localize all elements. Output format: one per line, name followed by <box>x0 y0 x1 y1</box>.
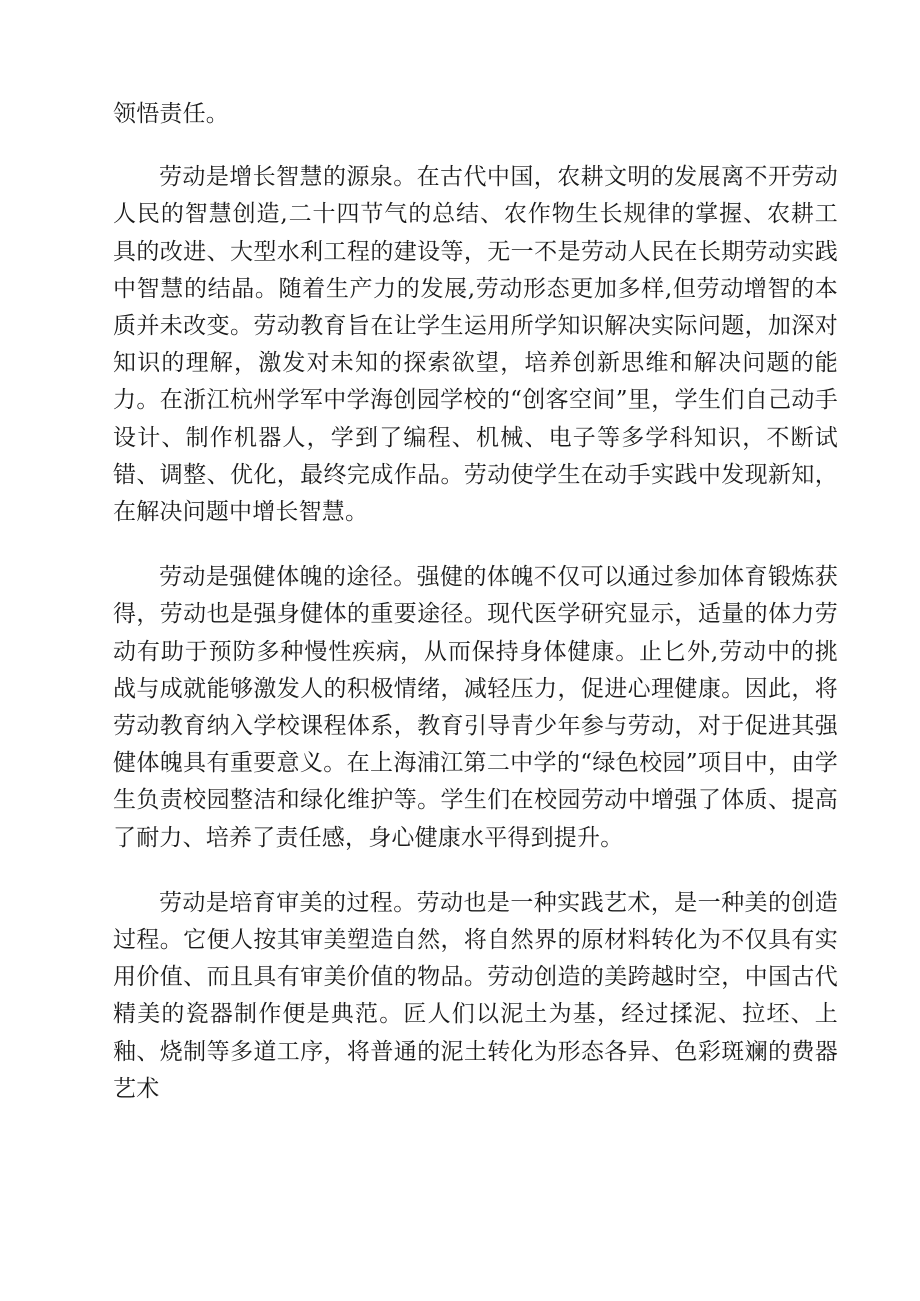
paragraph-wisdom: 劳动是增长智慧的源泉。在古代中国，农耕文明的发展离不开劳动人民的智慧创造,二十四节气的总结、农作物生长规律的掌握、农耕工具的改进、大型水利工程的建设等，无一不是劳动人民在长期劳动实践中智慧的结晶。随着生产力的发展,劳动形态更加多样,但劳动增智的本质并未改变。劳动教育旨在让学生运用所学知识解决实际问题，加深对知识的理解，激发对未知的探索欲望，培养创新思维和解决问题的能力。在浙江杭州学军中学海创园学校的“创客空间”里，学生们自己动手设计、制作机器人，学到了编程、机械、电子等多学科知识，不断试错、调整、优化，最终完成作品。劳动使学生在动手实践中发现新知，在解决问题中增长智慧。 <box>113 164 838 526</box>
document-body <box>113 96 838 1136</box>
paragraph-continuation: 领悟责任。 <box>113 101 229 127</box>
paragraph-physique: 劳动是强健体魄的途径。强健的体魄不仅可以通过参加体育锻炼获得，劳动也是强身健体的重要途径。现代医学研究显示，适量的体力劳动有助于预防多种慢性疾病，从而保持身体健康。止匕外,劳动中的挑战与成就能够激发人的积极情绪，减轻压力，促进心理健康。因此，将劳动教育纳入学校课程体系，教育引导青少年参与劳动，对于促进其强健体魄具有重要意义。在上海浦江第二中学的“绿色校园”项目中，由学生负责校园整洁和绿化维护等。学生们在校园劳动中增强了体质、提高了耐力、培养了责任感，身心健康水平得到提升。 <box>113 564 838 851</box>
paragraph-aesthetics: 劳动是培育审美的过程。劳动也是一种实践艺术，是一种美的创造过程。它便人按其审美塑造自然，将自然界的原材料转化为不仅具有实用价值、而且具有审美价值的物品。劳动创造的美跨越时空，中国古代精美的瓷器制作便是典范。匠人们以泥土为基，经过揉泥、拉坯、上釉、烧制等多道工序，将普通的泥土转化为形态各异、色彩斑斓的费器艺术 <box>113 889 838 1102</box>
